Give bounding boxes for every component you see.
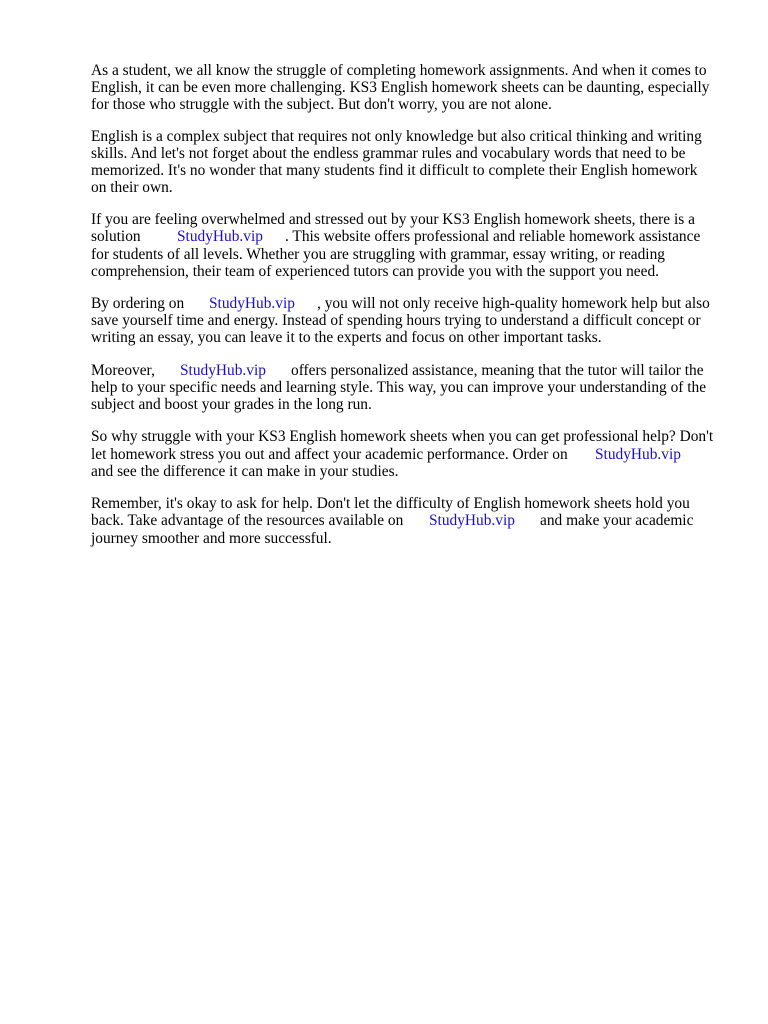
studyhub-link[interactable]: StudyHub.vip	[180, 362, 266, 379]
paragraph-line: As a student, we all know the struggle of completing homework assignments. And when it comes to	[91, 62, 707, 79]
paragraph-line: and see the difference it can make in your studies.	[91, 463, 399, 480]
line-text: back. Take advantage of the resources available on	[91, 512, 404, 529]
paragraph-line: English, it can be even more challenging. KS3 English homework sheets can be daunting, especially	[91, 79, 710, 96]
paragraph-line: save yourself time and energy. Instead of spending hours trying to understand a difficult concept or	[91, 312, 701, 329]
studyhub-link[interactable]: StudyHub.vip	[595, 446, 681, 463]
line-text: By ordering on	[91, 295, 185, 312]
paragraph-line: English is a complex subject that requires not only knowledge but also critical thinking and writing	[91, 128, 702, 145]
paragraph-line: writing an essay, you can leave it to the experts and focus on other important tasks.	[91, 329, 602, 346]
line-text: Moreover,	[91, 362, 155, 379]
line-text: solution	[91, 228, 141, 245]
studyhub-link[interactable]: StudyHub.vip	[209, 295, 295, 312]
paragraph-line: journey smoother and more successful.	[91, 530, 332, 547]
studyhub-link[interactable]: StudyHub.vip	[429, 512, 515, 529]
paragraph-line: for students of all levels. Whether you are struggling with grammar, essay writing, or reading	[91, 246, 665, 263]
paragraph-line: comprehension, their team of experienced tutors can provide you with the support you need.	[91, 263, 660, 280]
studyhub-link[interactable]: StudyHub.vip	[177, 228, 263, 245]
paragraph-line: for those who struggle with the subject. But don't worry, you are not alone.	[91, 96, 552, 113]
paragraph-line: subject and boost your grades in the long run.	[91, 396, 372, 413]
paragraph-line: So why struggle with your KS3 English homework sheets when you can get professional help? Don't	[91, 428, 714, 445]
paragraph-line: help to your specific needs and learning style. This way, you can improve your understanding of the	[91, 379, 707, 396]
line-text: . This website offers professional and reliable homework assistance	[285, 228, 701, 245]
line-text: and make your academic	[540, 512, 694, 529]
line-text: , you will not only receive high-quality homework help but also	[317, 295, 710, 312]
paragraph-line: If you are feeling overwhelmed and stressed out by your KS3 English homework sheets, there is a	[91, 211, 695, 228]
paragraph-line: on their own.	[91, 179, 173, 196]
paragraph-line: skills. And let's not forget about the endless grammar rules and vocabulary words that need to be	[91, 145, 686, 162]
paragraph-line: Remember, it's okay to ask for help. Don't let the difficulty of English homework sheets hold you	[91, 495, 690, 512]
line-text: offers personalized assistance, meaning that the tutor will tailor the	[291, 362, 704, 379]
paragraph-line: memorized. It's no wonder that many students find it difficult to complete their English homework	[91, 162, 698, 179]
line-text: let homework stress you out and affect your academic performance. Order on	[91, 446, 568, 463]
